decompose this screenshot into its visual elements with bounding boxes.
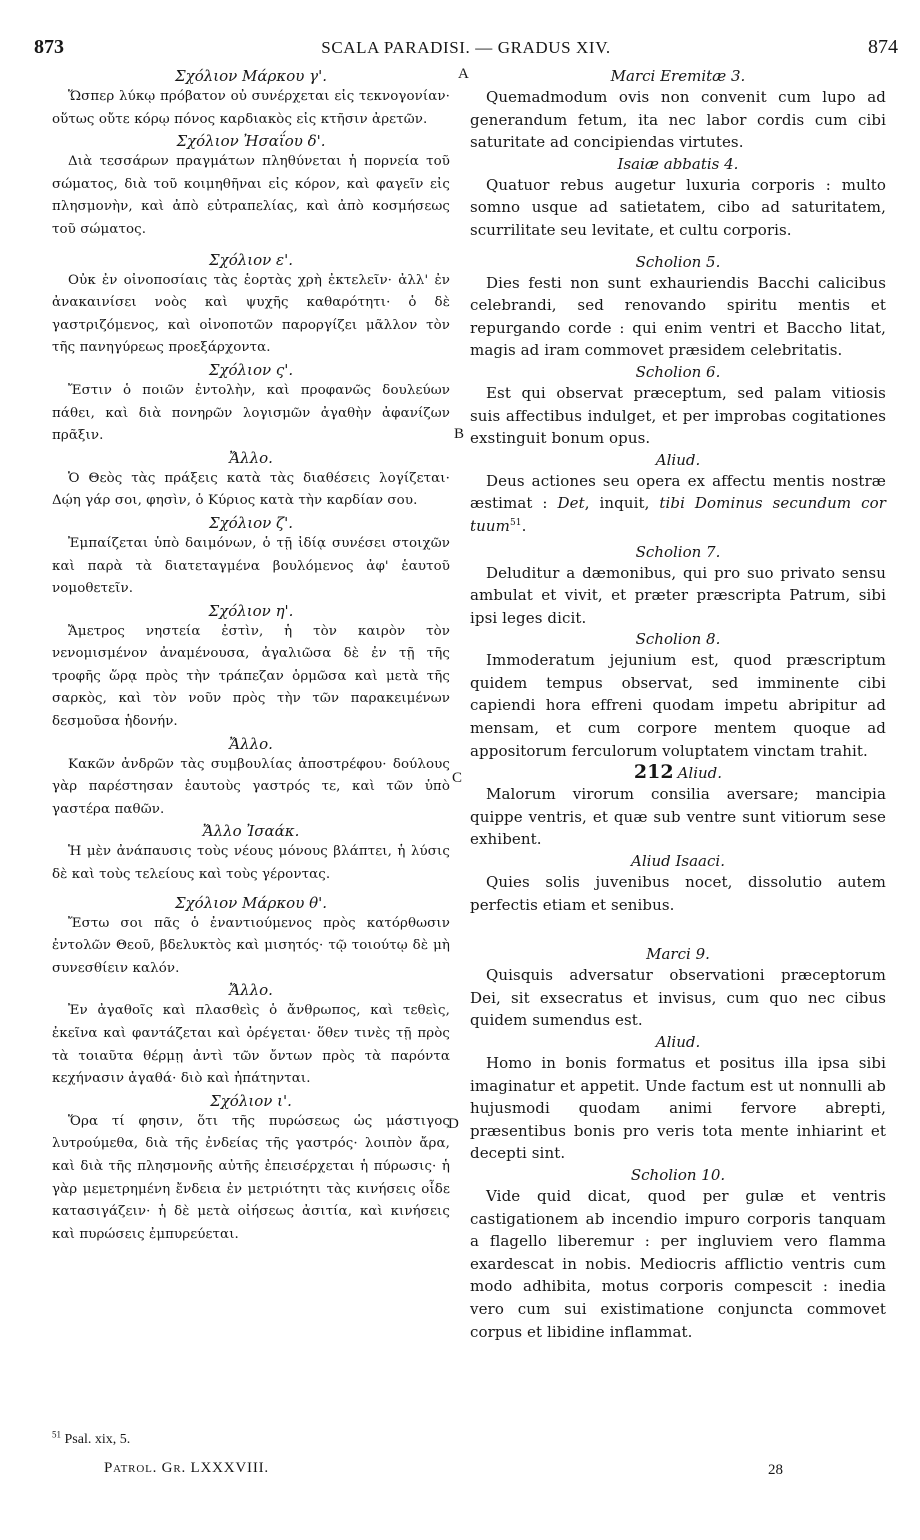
page-title: SCALA PARADISI. — GRADUS XIV. (321, 38, 611, 57)
footnote-number: 51 (52, 1429, 61, 1440)
latin-entry (470, 154, 886, 242)
latin-text: Immoderatum jejunium est, quod præscriptum quidem tempus observat, sed imminente cibi capiendi hora effreni quodam impetu abripitur ad mensam, et cum corpore mentem quoque ad appositorum ferculorum voluptatem vinctam trahit. (470, 651, 886, 760)
latin-text: Quatuor rebus augetur luxuria corporis : multo somno usque ad satietatem, cibo ad saturitatem, scurrilitate seu levitate, et cultu corporis. (470, 175, 886, 239)
latin-entry (470, 362, 886, 450)
latin-heading: Aliud Isaaci. (631, 852, 725, 871)
latin-heading: Isaiæ abbatis 4. (617, 154, 739, 173)
latin-entry (470, 944, 886, 1032)
latin-heading: Scholion 6. (635, 362, 721, 381)
latin-entry (470, 762, 886, 851)
latin-text-part: , inquit, (584, 494, 660, 513)
greek-text: Κακῶν ἀνδρῶν τὰς συμβουλίας ἀποστρέφου· δούλους γὰρ παρέστησαν ἑαυτοὺς γαστρός τε, καὶ τῶν ὑπὸ γαστέρα παθῶν. (52, 756, 450, 817)
margin-marker-d: D (448, 1116, 459, 1132)
imprint: Patrol. Gr. LXXXVIII. (104, 1460, 269, 1476)
latin-quote: tibi Dominus secundum cor tuum (470, 494, 886, 535)
margin-marker-b: B (454, 426, 465, 442)
greek-entry (52, 360, 450, 448)
latin-text (470, 470, 886, 538)
greek-heading: Σχόλιον Μάρκου θ'. (174, 893, 327, 912)
greek-entry (52, 250, 450, 360)
greek-entry (52, 821, 450, 886)
margin-marker-a: A (458, 66, 469, 82)
greek-heading: Ἄλλο Ἰσαάκ. (202, 822, 300, 841)
page-number-right: 874 (868, 36, 898, 58)
latin-heading: Scholion 7. (635, 542, 721, 561)
latin-text: Quemadmodum ovis non convenit cum lupo ad generandum fetum, ita nec labor cordis cum cibi saturitate ad concipiendas virtutes. (470, 88, 886, 152)
greek-text: Ἐν ἀγαθοῖς καὶ πλασθεὶς ὁ ἄνθρωπος, καὶ τεθεὶς, ἐκεῖνα καὶ φαντάζεται καὶ ὀρέγεται· ὅθεν τινὲς τῇ πρὸς τὰ τοιαῦτα θέρμῃ ἀντὶ τῶν ὄντων πρὸς τὰ παρόντα κεχήνασιν ἀγαθά· διὸ καὶ ἠπάτηνται. (52, 1003, 450, 1087)
greek-column (52, 66, 450, 1246)
latin-heading: Scholion 10. (630, 1165, 726, 1184)
latin-entry (470, 851, 886, 916)
footnote-ref: 51 (509, 517, 522, 528)
latin-entry (470, 542, 886, 630)
greek-text: Ἔστιν ὁ ποιῶν ἐντολὴν, καὶ προφανῶς δουλεύων πάθει, καὶ διὰ πονηρῶν λογισμῶν ἀγαθὴν ἀφανίζων πρᾶξιν. (52, 382, 450, 444)
greek-entry (52, 980, 450, 1090)
greek-text: Ἄμετρος νηστεία ἐστὶν, ἡ τὸν καιρὸν τὸν νενομισμένον ἀναμένουσα, ἀγαλιῶσα δὲ ἐν τῇ τῆς τροφῆς ὥρᾳ πρὸς τὴν τράπεζαν ὁρμῶσα καὶ μετὰ τῆς σαρκὸς, καὶ τὸν νοῦν πρὸς τὴν τῶν παρακειμένων δεσμοῦσα ἡδονήν. (52, 623, 450, 730)
latin-text: Quies solis juvenibus nocet, dissolutio autem perfectis etiam et senibus. (470, 873, 886, 914)
latin-text: Deluditur a dæmonibus, qui pro suo privato sensu ambulat et vivit, et præter præscripta Patrum, sibi ipsi leges dicit. (470, 563, 886, 627)
greek-text: Διὰ τεσσάρων πραγμάτων πληθύνεται ἡ πορνεία τοῦ σώματος, διὰ τοῦ κοιμηθῆναι εἰς κόρον, καὶ φαγεῖν εἰς πλησμονὴν, καὶ ἀπὸ εὐτραπελίας, καὶ ἀπὸ κοσμήσεως τοῦ σώματος. (52, 154, 450, 237)
greek-entry (52, 893, 450, 981)
latin-heading (470, 762, 886, 783)
greek-text: Ἔστω σοι πᾶς ὁ ἐναντιούμενος πρὸς κατόρθωσιν ἐντολῶν Θεοῦ, βδελυκτὸς καὶ μισητός· τῷ τοιούτῳ δὲ μὴ συνεσθίειν καλόν. (52, 915, 450, 976)
greek-entry (52, 513, 450, 601)
column-number: 212 (633, 761, 674, 784)
greek-entry (52, 601, 450, 734)
latin-text: Dies festi non sunt exhauriendis Bacchi calicibus celebrandi, sed renovando spiritu mentis et repurgando corde : qui enim ventri et Baccho litat, magis ad iram commovet præsidem celebritatis. (470, 273, 886, 360)
greek-text: Ὥσπερ λύκῳ πρόβατον οὐ συνέρχεται εἰς τεκνογονίαν· οὕτως οὔτε κόρῳ πόνος καρδιακὸς εἰς κτῆσιν ἀρετῶν. (52, 89, 450, 127)
margin-marker-c: C (452, 770, 463, 786)
greek-heading: Σχόλιον ε'. (209, 250, 293, 269)
greek-entry (52, 1091, 450, 1247)
footnote (52, 1429, 131, 1448)
latin-text-part: Deus actiones seu opera ex affectu mentis nostræ æstimat : (470, 471, 886, 513)
greek-heading: Ἄλλο. (229, 981, 273, 1000)
latin-text: Vide quid dicat, quod per gulæ et ventris castigationem ab incendio impuro corporis tanquam a flagello liberemur : per ingluviem vero flamma exardescat in nobis. Mediocris afflictio ventris cum modo adhibita, motus corporis compescit : inedia vero cum sui existimatione conjuncta commovet corpus et libidine inflammat. (470, 1186, 886, 1341)
latin-entry (470, 450, 886, 538)
latin-text: Quisquis adversatur observationi præceptorum Dei, sit exsecratus et invisus, cum quo nec cibus quidem sumendus est. (470, 966, 886, 1030)
greek-entry (52, 734, 450, 822)
latin-quote: Det (557, 494, 585, 513)
greek-heading: Σχόλιον ζ'. (208, 513, 294, 532)
greek-text: Οὐκ ἐν οἰνοποσίαις τὰς ἑορτὰς χρὴ ἐκτελεῖν· ἀλλ' ἐν ἀνακαινίσει νοὸς καὶ ψυχῆς καθαρότητι· ὁ δὲ γαστριζόμενος, καὶ οἰνοποτῶν παροργίζει μᾶλλον τὸν τῆς πανηγύρεως προεξάρχοντα. (52, 272, 450, 356)
greek-entry (52, 448, 450, 513)
greek-heading: Σχόλιον η'. (208, 601, 294, 620)
latin-text: Homo in bonis formatus et positus illa ipsa sibi imaginatur et appetit. Unde factum est ut nonnulli ab hujusmodi quodam animi fervore abrepti, præsentibus bonis pro veris tota mente inhiarint et decepti sint. (470, 1054, 886, 1163)
latin-text: Malorum virorum consilia aversare; mancipia quippe ventris, et quæ sub ventre sunt vitiorum sese exhibent. (470, 785, 886, 849)
latin-heading: Marci Eremitæ 3. (610, 67, 746, 85)
latin-entry (470, 629, 886, 762)
latin-entry (470, 66, 886, 154)
latin-heading: Scholion 5. (635, 252, 721, 271)
latin-heading: Aliud. (655, 450, 701, 469)
greek-entry (52, 131, 450, 241)
latin-entry (470, 252, 886, 362)
latin-text: Est qui observat præceptum, sed palam vitiosis suis affectibus indulget, et per improbas cogitationes exstinguit bonum opus. (470, 383, 886, 448)
greek-text: Ἡ μὲν ἀνάπαυσις τοὺς νέους μόνους βλάπτει, ἡ λύσις δὲ καὶ τοὺς τελείους καὶ τοὺς γέροντας. (52, 844, 450, 883)
signature-mark: 28 (768, 1462, 783, 1478)
latin-heading: Scholion 8. (635, 630, 721, 649)
footnote-text: Psal. xix, 5. (64, 1432, 131, 1447)
latin-heading: Marci 9. (646, 945, 710, 964)
latin-entry (470, 1165, 886, 1343)
latin-heading-label: Aliud. (677, 764, 723, 783)
latin-column (470, 66, 886, 1343)
greek-heading: Σχόλιον ι'. (210, 1091, 292, 1110)
greek-heading: Σχόλιον Μάρκου γ'. (175, 67, 327, 85)
greek-text: Ὁ Θεὸς τὰς πράξεις κατὰ τὰς διαθέσεις λογίζεται· Δῴη γάρ σοι, φησὶν, ὁ Κύριος κατὰ τὴν καρδίαν σου. (52, 470, 450, 509)
greek-text: Ἐμπαίζεται ὑπὸ δαιμόνων, ὁ τῇ ἰδίᾳ συνέσει στοιχῶν καὶ παρὰ τὰ διατεταγμένα βουλόμενος ἀφ' ἑαυτοῦ νομοθετεῖν. (52, 535, 450, 597)
greek-heading: Ἄλλο. (229, 734, 273, 753)
greek-heading: Σχόλιον Ἠσαΐου δ'. (176, 132, 326, 151)
page-number-left: 873 (34, 36, 64, 58)
latin-heading: Aliud. (655, 1033, 701, 1051)
greek-heading: Σχόλιον ς'. (208, 360, 294, 379)
latin-text-part: . (521, 516, 527, 535)
greek-heading: Ἄλλο. (229, 448, 273, 467)
greek-text: Ὅρα τί φησιν, ὅτι τῆς πυρώσεως ὡς μάστιγος λυτρούμεθα, διὰ τῆς ἐνδείας τῆς γαστρός· λοιπὸν ἄρα, καὶ διὰ τῆς πλησμονῆς αὐτῆς ἐπεισέρχεται ἡ πύρωσις· ἡ γὰρ μεμετρημένη ἔνδεια ἐν μετριότητι τὰς κινήσεις οἶδε κατασιγάζειν· ἡ δὲ μετὰ οἰήσεως ἀσιτία, καὶ κινήσεις καὶ πυρώσεις ἐμπυρεύεται. (52, 1113, 450, 1242)
greek-entry (52, 66, 450, 131)
running-head (34, 36, 898, 62)
latin-entry (470, 1032, 886, 1165)
